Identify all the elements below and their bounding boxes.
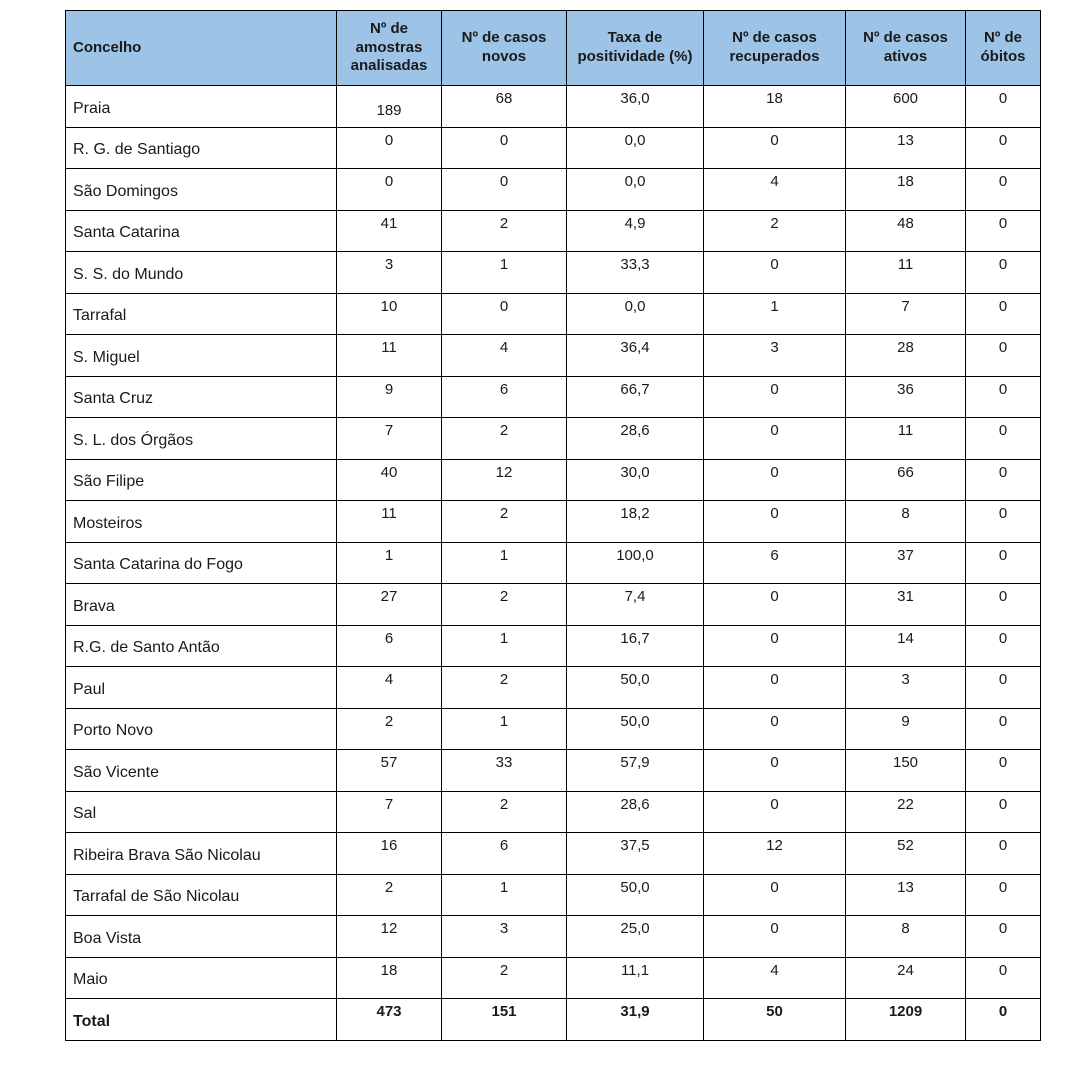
value-cell: 0 (704, 418, 846, 460)
table-row (66, 584, 1041, 626)
total-obitos: 0 (966, 999, 1041, 1041)
table-row (66, 667, 1041, 709)
value-cell: 11 (337, 335, 442, 377)
value-cell: 2 (337, 874, 442, 916)
concelho-cell: Santa Cruz (66, 376, 337, 418)
value-cell: 0 (966, 335, 1041, 377)
value-cell: 18,2 (567, 501, 704, 543)
value-cell: 0 (966, 210, 1041, 252)
concelho-cell: Praia (66, 86, 337, 128)
value-cell: 9 (846, 708, 966, 750)
header-concelho: Concelho (66, 11, 337, 86)
value-cell: 24 (846, 957, 966, 999)
value-cell: 57,9 (567, 750, 704, 792)
value-cell: 52 (846, 833, 966, 875)
value-cell: 2 (442, 667, 567, 709)
concelho-cell: Boa Vista (66, 916, 337, 958)
value-cell: 18 (846, 169, 966, 211)
value-cell: 0 (966, 874, 1041, 916)
value-cell: 50,0 (567, 667, 704, 709)
value-cell: 68 (442, 86, 567, 128)
value-cell: 600 (846, 86, 966, 128)
total-casos-recuperados: 50 (704, 999, 846, 1041)
value-cell: 0,0 (567, 127, 704, 169)
value-cell: 0 (966, 791, 1041, 833)
value-cell: 0,0 (567, 293, 704, 335)
value-cell: 6 (704, 542, 846, 584)
value-cell: 7,4 (567, 584, 704, 626)
header-row (66, 11, 1041, 86)
total-amostras: 473 (337, 999, 442, 1041)
value-cell: 0 (966, 957, 1041, 999)
value-cell: 13 (846, 127, 966, 169)
concelho-cell: São Domingos (66, 169, 337, 211)
table-row (66, 293, 1041, 335)
value-cell: 0,0 (567, 169, 704, 211)
value-cell: 0 (966, 750, 1041, 792)
value-cell: 0 (337, 127, 442, 169)
concelho-cases-table (65, 10, 1041, 1041)
value-cell: 37 (846, 542, 966, 584)
concelho-cell: Porto Novo (66, 708, 337, 750)
value-cell: 48 (846, 210, 966, 252)
concelho-cell: Tarrafal de São Nicolau (66, 874, 337, 916)
value-cell: 66,7 (567, 376, 704, 418)
value-cell: 0 (442, 169, 567, 211)
concelho-cell: São Filipe (66, 459, 337, 501)
table-row (66, 418, 1041, 460)
concelho-cell: S. L. dos Órgãos (66, 418, 337, 460)
table-row (66, 625, 1041, 667)
value-cell: 0 (966, 418, 1041, 460)
header-casos-ativos: Nº de casos ativos (846, 11, 966, 86)
value-cell: 10 (337, 293, 442, 335)
table-row (66, 874, 1041, 916)
table-row (66, 86, 1041, 128)
value-cell: 0 (704, 127, 846, 169)
concelho-cell: Santa Catarina do Fogo (66, 542, 337, 584)
value-cell: 18 (704, 86, 846, 128)
value-cell: 4 (704, 957, 846, 999)
value-cell: 1 (442, 542, 567, 584)
value-cell: 1 (704, 293, 846, 335)
value-cell: 18 (337, 957, 442, 999)
concelho-cell: S. Miguel (66, 335, 337, 377)
value-cell: 11 (337, 501, 442, 543)
value-cell: 1 (442, 625, 567, 667)
table-row (66, 542, 1041, 584)
total-casos-ativos: 1209 (846, 999, 966, 1041)
value-cell: 2 (337, 708, 442, 750)
value-cell: 4 (442, 335, 567, 377)
value-cell: 12 (704, 833, 846, 875)
table-footer (66, 999, 1041, 1041)
value-cell: 0 (966, 916, 1041, 958)
concelho-cell: Ribeira Brava São Nicolau (66, 833, 337, 875)
concelho-cell: S. S. do Mundo (66, 252, 337, 294)
value-cell: 0 (966, 252, 1041, 294)
concelho-cell: Santa Catarina (66, 210, 337, 252)
table-row (66, 459, 1041, 501)
value-cell: 0 (704, 252, 846, 294)
header-casos-novos: Nº de casos novos (442, 11, 567, 86)
value-cell: 0 (966, 667, 1041, 709)
value-cell: 30,0 (567, 459, 704, 501)
value-cell: 3 (442, 916, 567, 958)
concelho-cell: Brava (66, 584, 337, 626)
value-cell: 7 (846, 293, 966, 335)
value-cell: 1 (442, 708, 567, 750)
table-row (66, 833, 1041, 875)
table-row (66, 376, 1041, 418)
header-obitos: Nº de óbitos (966, 11, 1041, 86)
value-cell: 0 (966, 833, 1041, 875)
value-cell: 0 (704, 584, 846, 626)
value-cell: 28,6 (567, 791, 704, 833)
value-cell: 0 (966, 376, 1041, 418)
value-cell: 16,7 (567, 625, 704, 667)
header-casos-recuperados: Nº de casos recuperados (704, 11, 846, 86)
value-cell: 0 (966, 542, 1041, 584)
concelho-cell: Maio (66, 957, 337, 999)
concelho-cell: R.G. de Santo Antão (66, 625, 337, 667)
table-row (66, 750, 1041, 792)
value-cell: 12 (337, 916, 442, 958)
value-cell: 9 (337, 376, 442, 418)
value-cell: 1 (442, 874, 567, 916)
value-cell: 1 (442, 252, 567, 294)
value-cell: 2 (442, 418, 567, 460)
table-row (66, 708, 1041, 750)
value-cell: 0 (442, 127, 567, 169)
value-cell: 2 (442, 501, 567, 543)
concelho-cell: Sal (66, 791, 337, 833)
concelho-cell: Mosteiros (66, 501, 337, 543)
total-casos-novos: 151 (442, 999, 567, 1041)
value-cell: 3 (337, 252, 442, 294)
table-header (66, 11, 1041, 86)
value-cell: 100,0 (567, 542, 704, 584)
value-cell: 11,1 (567, 957, 704, 999)
value-cell: 0 (704, 750, 846, 792)
value-cell: 0 (704, 874, 846, 916)
table-row (66, 791, 1041, 833)
concelho-cell: Tarrafal (66, 293, 337, 335)
table-row (66, 210, 1041, 252)
table-row (66, 916, 1041, 958)
value-cell: 4 (704, 169, 846, 211)
value-cell: 0 (966, 293, 1041, 335)
value-cell: 0 (704, 708, 846, 750)
value-cell: 36,0 (567, 86, 704, 128)
value-cell: 40 (337, 459, 442, 501)
value-cell: 1 (337, 542, 442, 584)
value-cell: 0 (704, 667, 846, 709)
value-cell: 0 (966, 169, 1041, 211)
table-row (66, 957, 1041, 999)
value-cell: 66 (846, 459, 966, 501)
value-cell: 2 (442, 957, 567, 999)
value-cell: 13 (846, 874, 966, 916)
value-cell: 28 (846, 335, 966, 377)
value-cell: 0 (966, 86, 1041, 128)
value-cell: 16 (337, 833, 442, 875)
value-cell: 8 (846, 501, 966, 543)
value-cell: 0 (337, 169, 442, 211)
value-cell: 2 (442, 210, 567, 252)
value-cell: 8 (846, 916, 966, 958)
total-label: Total (66, 999, 337, 1041)
value-cell: 0 (704, 916, 846, 958)
value-cell: 6 (442, 833, 567, 875)
value-cell: 37,5 (567, 833, 704, 875)
value-cell: 12 (442, 459, 567, 501)
value-cell: 50,0 (567, 708, 704, 750)
value-cell: 36 (846, 376, 966, 418)
value-cell: 0 (704, 625, 846, 667)
value-cell: 0 (966, 584, 1041, 626)
header-amostras: Nº de amostras analisadas (337, 11, 442, 86)
table-body (66, 86, 1041, 999)
value-cell: 41 (337, 210, 442, 252)
value-cell: 0 (966, 127, 1041, 169)
value-cell: 7 (337, 418, 442, 460)
header-taxa-positividade: Taxa de positividade (%) (567, 11, 704, 86)
value-cell: 0 (966, 708, 1041, 750)
value-cell: 11 (846, 252, 966, 294)
value-cell: 28,6 (567, 418, 704, 460)
table-row (66, 335, 1041, 377)
value-cell: 3 (704, 335, 846, 377)
value-cell: 0 (704, 459, 846, 501)
value-cell: 25,0 (567, 916, 704, 958)
table-row (66, 252, 1041, 294)
value-cell: 33,3 (567, 252, 704, 294)
total-row (66, 999, 1041, 1041)
value-cell: 11 (846, 418, 966, 460)
value-cell: 22 (846, 791, 966, 833)
table-row (66, 501, 1041, 543)
value-cell: 31 (846, 584, 966, 626)
value-cell: 4 (337, 667, 442, 709)
concelho-cell: R. G. de Santiago (66, 127, 337, 169)
value-cell: 3 (846, 667, 966, 709)
value-cell: 2 (442, 791, 567, 833)
table-row (66, 169, 1041, 211)
data-table (65, 10, 1041, 1041)
value-cell: 0 (704, 501, 846, 543)
concelho-cell: Paul (66, 667, 337, 709)
value-cell: 2 (442, 584, 567, 626)
value-cell: 2 (704, 210, 846, 252)
value-cell: 50,0 (567, 874, 704, 916)
table-row (66, 127, 1041, 169)
value-cell: 7 (337, 791, 442, 833)
value-cell: 6 (337, 625, 442, 667)
value-cell: 0 (442, 293, 567, 335)
value-cell: 36,4 (567, 335, 704, 377)
value-cell: 14 (846, 625, 966, 667)
value-cell: 0 (966, 625, 1041, 667)
value-cell: 0 (704, 791, 846, 833)
value-cell: 0 (966, 459, 1041, 501)
value-cell: 6 (442, 376, 567, 418)
value-cell: 4,9 (567, 210, 704, 252)
value-cell: 189 (337, 86, 442, 128)
value-cell: 27 (337, 584, 442, 626)
value-cell: 0 (704, 376, 846, 418)
value-cell: 57 (337, 750, 442, 792)
concelho-cell: São Vicente (66, 750, 337, 792)
value-cell: 0 (966, 501, 1041, 543)
value-cell: 33 (442, 750, 567, 792)
value-cell: 150 (846, 750, 966, 792)
total-taxa-positividade: 31,9 (567, 999, 704, 1041)
